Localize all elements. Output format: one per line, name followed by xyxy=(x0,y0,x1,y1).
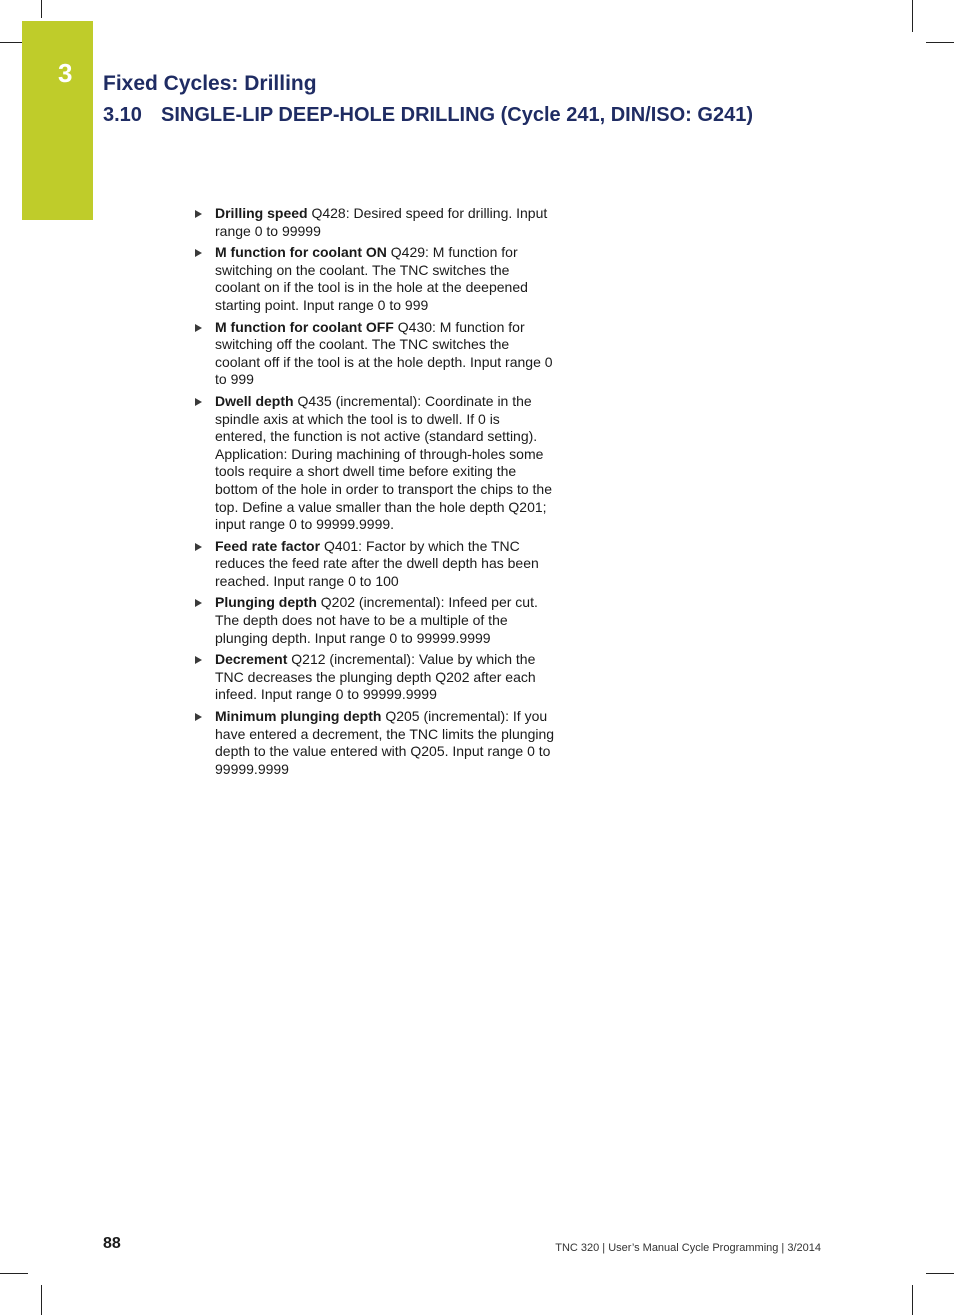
parameter-text: Q205 (incremental): If you have entered a decrement, the TNC limits the plunging depth to the value entered with Q205. Input range 0 to 99999.9999 xyxy=(215,708,555,777)
triangle-bullet-icon xyxy=(195,656,202,664)
triangle-bullet-icon xyxy=(195,398,202,406)
chapter-number: 3 xyxy=(58,58,73,88)
parameter-item xyxy=(193,319,555,389)
crop-mark xyxy=(912,1285,913,1315)
parameter-text: Q401: Factor by which the TNC reduces the feed rate after the dwell depth has been reached. Input range 0 to 100 xyxy=(215,537,539,589)
triangle-bullet-icon xyxy=(195,324,202,332)
parameter-term: Plunging depth xyxy=(215,594,317,611)
crop-mark xyxy=(41,0,42,18)
triangle-bullet-icon xyxy=(195,249,202,257)
parameter-text: Q202 (incremental): Infeed per cut. The depth does not have to be a multiple of the plunging depth. Input range 0 to 99999.9999 xyxy=(215,594,538,646)
parameter-item xyxy=(193,393,555,534)
parameter-term: Dwell depth xyxy=(215,392,294,409)
section-title xyxy=(103,104,753,127)
parameter-item xyxy=(193,205,555,240)
parameter-item xyxy=(193,538,555,591)
section-number: 3.10 xyxy=(103,104,142,126)
parameter-term: M function for coolant OFF xyxy=(215,318,394,335)
crop-mark xyxy=(0,1273,28,1274)
parameter-text: Q429: M function for switching on the coolant. The TNC switches the coolant on if the tool is in the hole at the deepened starting point. Input range 0 to 999 xyxy=(215,244,528,313)
footer-text: TNC 320 | User’s Manual Cycle Programming | 3/2014 xyxy=(555,1242,821,1254)
parameter-item xyxy=(193,594,555,647)
crop-mark xyxy=(926,1273,954,1274)
parameter-text: Q435 (incremental): Coordinate in the spindle axis at which the tool is to dwell. If 0 is entered, the function is not active (standard setting). Application: During machining of through-holes some tools require a short dwell time before exiting the bottom of the hole in order to transport the chips to the top. Define a value smaller than the hole depth Q201; input range 0 to 99999.9999. xyxy=(215,392,552,533)
chapter-tab xyxy=(22,21,93,220)
triangle-bullet-icon xyxy=(195,713,202,721)
parameter-list xyxy=(193,205,555,782)
parameter-item xyxy=(193,651,555,704)
parameter-text: Q212 (incremental): Value by which the TNC decreases the plunging depth Q202 after each infeed. Input range 0 to 99999.9999 xyxy=(215,651,536,703)
section-title-text: SINGLE-LIP DEEP-HOLE DRILLING (Cycle 241, DIN/ISO: G241) xyxy=(161,104,753,126)
parameter-text: Q428: Desired speed for drilling. Input range 0 to 99999 xyxy=(215,205,548,239)
parameter-term: Minimum plunging depth xyxy=(215,708,382,725)
parameter-term: Feed rate factor xyxy=(215,537,321,554)
page-number: 88 xyxy=(103,1235,121,1252)
parameter-term: Drilling speed xyxy=(215,205,308,221)
crop-mark xyxy=(0,42,22,43)
parameter-term: M function for coolant ON xyxy=(215,244,387,261)
triangle-bullet-icon xyxy=(195,599,202,607)
parameter-term: Decrement xyxy=(215,651,288,668)
triangle-bullet-icon xyxy=(195,543,202,551)
parameter-item xyxy=(193,708,555,778)
crop-mark xyxy=(912,0,913,32)
triangle-bullet-icon xyxy=(195,210,202,218)
crop-mark xyxy=(41,1285,42,1315)
parameter-item xyxy=(193,244,555,314)
crop-mark xyxy=(926,42,954,43)
chapter-title: Fixed Cycles: Drilling xyxy=(103,72,317,95)
parameter-text: Q430: M function for switching off the coolant. The TNC switches the coolant off if the tool is at the hole depth. Input range 0 to 999 xyxy=(215,318,553,388)
